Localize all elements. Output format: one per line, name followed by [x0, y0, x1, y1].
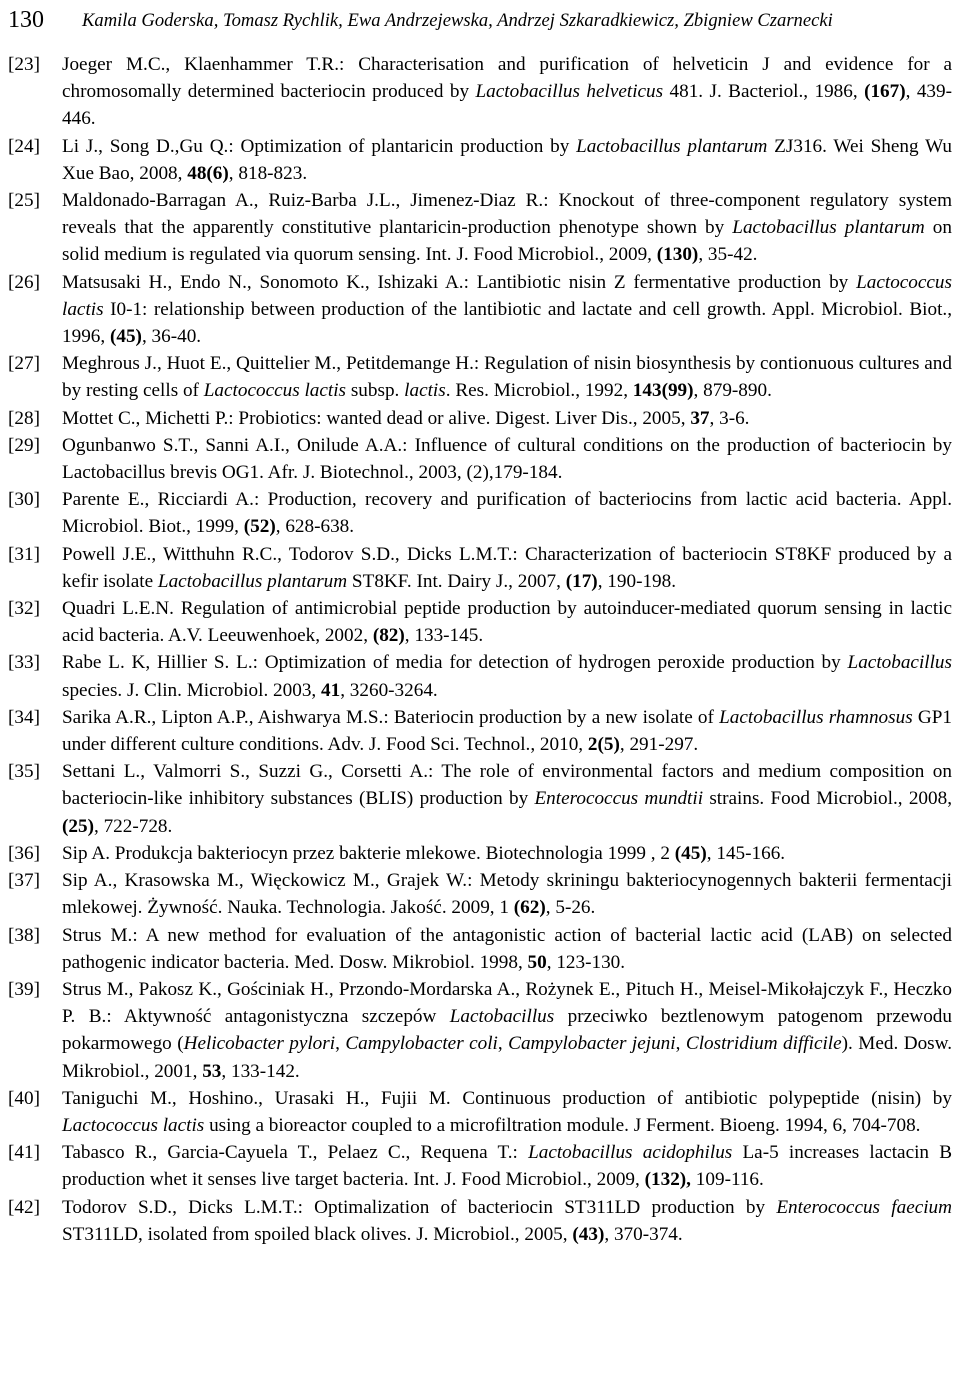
bold-segment: (130) [656, 244, 699, 266]
text-segment: ST8KF. Int. Dairy J., 2007, [347, 570, 566, 592]
reference-item [8, 432, 952, 486]
page-number: 130 [8, 7, 44, 33]
text-segment: Tabasco R., Garcia-Cayuela T., Pelaez C., Requena T.: [62, 1142, 529, 1164]
reference-text [62, 489, 952, 537]
reference-item [8, 922, 952, 976]
italic-segment: Lactobacillus [847, 652, 952, 674]
reference-number: [41] [8, 1142, 40, 1164]
text-segment: ). Med. Dosw. Mikrobiol., 2001, [62, 1033, 953, 1082]
bold-segment: 53 [202, 1060, 222, 1082]
text-segment: 481. J. Bacteriol., 1986, [663, 81, 865, 103]
reference-text [62, 843, 785, 864]
reference-text [62, 544, 952, 592]
reference-item [8, 187, 952, 269]
reference-item [8, 269, 952, 351]
reference-text [62, 1197, 952, 1245]
reference-number: [32] [8, 598, 40, 620]
reference-item [8, 51, 952, 133]
bold-segment: (62) [513, 897, 546, 919]
reference-item [8, 350, 952, 404]
text-segment: , 133-145. [404, 625, 484, 647]
text-segment: strains. Food Microbiol., 2008, [703, 788, 952, 810]
reference-number: [23] [8, 54, 40, 75]
reference-item [8, 1194, 952, 1248]
reference-item [8, 867, 952, 921]
italic-segment: lactis [404, 380, 446, 402]
text-segment: Parente E., Ricciardi A.: Production, recovery and purification of bacteriocins from lactic acid bacteria. Appl. Microbiol. Biot., 1999, [62, 489, 952, 538]
reference-number: [40] [8, 1087, 40, 1109]
bold-segment: (45) [674, 842, 707, 864]
reference-item [8, 405, 952, 432]
bold-segment: 48(6) [187, 162, 229, 184]
text-segment: , 879-890. [693, 380, 772, 402]
reference-number: [42] [8, 1196, 40, 1218]
reference-item [8, 486, 952, 540]
text-segment: , 3260-3264. [340, 679, 438, 701]
bold-segment: 2(5) [587, 734, 620, 756]
reference-text [62, 598, 952, 646]
reference-number: [33] [8, 652, 40, 674]
italic-segment: Helicobacter pylori [183, 1033, 336, 1055]
reference-text [62, 652, 952, 700]
text-segment: Joeger M.C., Klaenhammer T.R.: Characterisation and purification of helveticin J and evidence for a chromosomally determined bacteriocin produced by [62, 54, 952, 103]
running-head-authors: Kamila Goderska, Tomasz Rychlik, Ewa Andrzejewska, Andrzej Szkaradkiewicz, Zbigniew Czarnecki [82, 10, 833, 31]
bold-segment: (25) [62, 815, 94, 837]
reference-number: [29] [8, 434, 40, 456]
reference-number: [25] [8, 190, 40, 212]
italic-segment: Lactococcus lactis [62, 271, 952, 320]
italic-segment: Campylobacter jejuni [508, 1033, 676, 1055]
text-segment: Quadri L.E.N. Regulation of antimicrobial peptide production by autoinducer-mediated quorum sensing in lactic acid bacteria. A.V. Leeuwenhoek, 2002, [62, 598, 952, 647]
reference-text [62, 54, 952, 129]
bold-segment: 37 [690, 407, 710, 429]
reference-item [8, 976, 952, 1085]
reference-number: [34] [8, 706, 40, 728]
reference-text [62, 272, 952, 347]
text-segment: Strus M.: A new method for evaluation of the antagonistic action of bacterial lactic acid (LAB) on selected pathogenic indicator bacteria. Med. Dosw. Mikrobiol. 1998, [62, 924, 952, 973]
italic-segment: Lactobacillus helveticus [475, 81, 664, 103]
text-segment: , 190-198. [597, 570, 677, 592]
text-segment: , 35-42. [698, 244, 758, 266]
italic-segment: Lactobacillus rhamnosus [719, 706, 913, 728]
text-segment: , 5-26. [545, 897, 596, 919]
text-segment: Maldonado-Barragan A., Ruiz-Barba J.L., Jimenez-Diaz R.: Knockout of three-component regulatory system reveals that the apparently constitutive plantaricin-production phenotype shown by [62, 190, 952, 239]
reference-item [8, 541, 952, 595]
text-segment: Settani L., Valmorri S., Suzzi G., Corsetti A.: The role of environmental factors and medium composition on bacteriocin-like inhibitory substances (BLIS) production by [62, 761, 952, 810]
text-segment: , 370-374. [604, 1223, 683, 1245]
text-segment: , 722-728. [93, 815, 173, 837]
page-header [8, 4, 952, 36]
text-segment: przeciwko beztlenowym patogenom przewodu pokarmowego ( [62, 1006, 952, 1055]
text-segment: , 3-6. [709, 407, 750, 429]
reference-text [62, 870, 952, 918]
italic-segment: Campylobacter coli [345, 1033, 498, 1055]
text-segment: Taniguchi M., Hoshino., Urasaki H., Fujii M. Continuous production of antibiotic polypeptide (nisin) by [62, 1087, 952, 1109]
text-segment: ST311LD, isolated from spoiled black olives. J. Microbiol., 2005, [62, 1223, 573, 1245]
reference-item [8, 1085, 952, 1139]
italic-segment: Lactobacillus plantarum [157, 570, 348, 592]
italic-segment: Enterococcus mundtii [534, 788, 704, 810]
bold-segment: (45) [109, 326, 142, 348]
reference-number: [38] [8, 924, 40, 946]
reference-item [8, 133, 952, 187]
text-segment: Li J., Song D.,Gu Q.: Optimization of plantaricin production by [62, 135, 577, 157]
text-segment: Meghrous J., Huot E., Quittelier M., Petitdemange H.: Regulation of nisin biosynthesis by contionuous cultures and by resting cells of [62, 353, 952, 402]
text-segment: La-5 increases lactacin B production whet it senses live target bacteria. Int. J. Food Microbiol., 2009, [62, 1142, 952, 1191]
bold-segment: 143(99) [632, 380, 694, 402]
text-segment: Todorov S.D., Dicks L.M.T.: Optimalization of bacteriocin ST311LD production by [62, 1196, 777, 1218]
text-segment: , 145-166. [706, 842, 786, 864]
text-segment: ZJ316. Wei Sheng Wu Xue Bao, 2008, [62, 135, 953, 184]
text-segment: , 291-297. [619, 734, 699, 756]
text-segment: 109-116. [690, 1169, 764, 1191]
text-segment: , [497, 1033, 509, 1055]
text-segment: , [335, 1033, 346, 1055]
reference-text [62, 1142, 952, 1190]
text-segment: Rabe L. K, Hillier S. L.: Optimization of media for detection of hydrogen peroxide production by [62, 652, 848, 674]
text-segment: Sip A., Krasowska M., Więckowicz M., Grajek W.: Metody skriningu bakteriocynogennych bakterii fermentacji mlekowej. Żywność. Nauka. Technologia. Jakość. 2009, 1 [62, 870, 952, 919]
text-segment: , 818-823. [228, 162, 308, 184]
reference-list [8, 51, 952, 1248]
reference-text [62, 353, 952, 401]
reference-text [62, 761, 952, 836]
reference-item [8, 595, 952, 649]
text-segment: I0-1: relationship between production of the lantibiotic and lactate and cell growth. Appl. Microbiol. Biot., 1996, [62, 298, 952, 348]
bold-segment: (82) [372, 625, 405, 647]
reference-text [62, 925, 952, 973]
reference-text [62, 1088, 952, 1136]
reference-item [8, 758, 952, 840]
bold-segment: (43) [572, 1223, 605, 1245]
text-segment: subsp. [346, 380, 405, 402]
bold-segment: 50 [527, 951, 547, 973]
text-segment: , 133-142. [221, 1060, 300, 1082]
italic-segment: Lactococcus lactis [203, 380, 347, 402]
text-segment: using a bioreactor coupled to a microfiltration module. J Ferment. Bioeng. 1994, 6, 704-708. [204, 1114, 921, 1136]
reference-number: [26] [8, 271, 40, 293]
bold-segment: 41 [321, 679, 341, 701]
bold-segment: (132), [644, 1169, 691, 1191]
reference-number: [27] [8, 353, 40, 375]
reference-text [62, 979, 952, 1082]
italic-segment: Enterococcus faecium [776, 1196, 953, 1218]
italic-segment: Lactobacillus plantarum [576, 135, 768, 157]
reference-number: [24] [8, 135, 40, 157]
italic-segment: Lactobacillus plantarum [732, 217, 925, 239]
text-segment: . Res. Microbiol., 1992, [445, 380, 633, 402]
reference-number: [36] [8, 842, 40, 864]
reference-item [8, 1139, 952, 1193]
text-segment: GP1 under different culture conditions. Adv. J. Food Sci. Technol., 2010, [62, 706, 953, 756]
text-segment: , [675, 1033, 686, 1055]
reference-item [8, 840, 952, 867]
reference-number: [37] [8, 870, 40, 892]
reference-text [62, 136, 952, 184]
reference-number: [31] [8, 543, 40, 565]
reference-number: [28] [8, 407, 40, 429]
text-segment: species. J. Clin. Microbiol. 2003, [62, 679, 322, 701]
italic-segment: Lactobacillus [449, 1006, 555, 1028]
bold-segment: (17) [565, 570, 598, 592]
text-segment: Powell J.E., Witthuhn R.C., Todorov S.D., Dicks L.M.T.: Characterization of bacteriocin ST8KF produced by a kefir isolate [62, 543, 952, 592]
reference-number: [39] [8, 978, 40, 1000]
italic-segment: Lactococcus lactis [62, 1114, 205, 1136]
italic-segment: Lactobacillus acidophilus [528, 1142, 733, 1164]
reference-item [8, 649, 952, 703]
reference-text [62, 408, 749, 429]
reference-number: [35] [8, 761, 40, 783]
text-segment: , 123-130. [546, 951, 626, 973]
reference-item [8, 704, 952, 758]
text-segment: Ogunbanwo S.T., Sanni A.I., Onilude A.A.: Influence of cultural conditions on the production of bacteriocin by Lactobacillus brevis OG1. Afr. J. Biotechnol., 2003, (2),179-184. [62, 434, 952, 484]
bold-segment: (52) [243, 516, 276, 538]
text-segment: , 439-446. [62, 81, 953, 130]
bold-segment: (167) [864, 81, 906, 103]
reference-text [62, 435, 952, 483]
reference-text [62, 190, 952, 265]
text-segment: Sip A. Produkcja bakteriocyn przez bakterie mlekowe. Biotechnologia 1999 , 2 [62, 842, 675, 864]
text-segment: , 628-638. [275, 516, 355, 538]
text-segment: Sarika A.R., Lipton A.P., Aishwarya M.S.: Bateriocin production by a new isolate of [62, 706, 720, 728]
reference-number: [30] [8, 489, 40, 511]
text-segment: , 36-40. [141, 326, 202, 348]
text-segment: Strus M., Pakosz K., Gościniak H., Przondo-Mordarska A., Rożynek E., Pituch H., Meisel-Mikołajczyk F., Heczko P. B.: Aktywność antagonistyczna szczepów [62, 978, 952, 1028]
text-segment: Matsusaki H., Endo N., Sonomoto K., Ishizaki A.: Lantibiotic nisin Z fermentative production by [62, 271, 857, 293]
text-segment: Mottet C., Michetti P.: Probiotics: wanted dead or alive. Digest. Liver Dis., 2005, [62, 407, 691, 429]
reference-text [62, 707, 952, 755]
italic-segment: Clostridium difficile [685, 1033, 842, 1055]
text-segment: on solid medium is regulated via quorum sensing. Int. J. Food Microbiol., 2009, [62, 217, 952, 266]
